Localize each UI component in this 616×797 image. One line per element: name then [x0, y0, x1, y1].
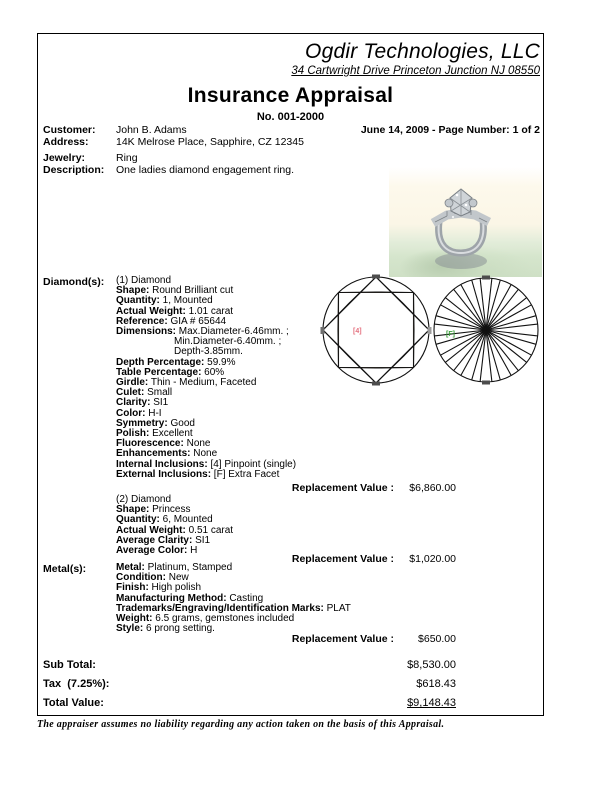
replacement-amount: $6,860.00	[409, 482, 456, 494]
spec-value: SI1	[192, 534, 211, 546]
customer-name: John B. Adams	[116, 124, 187, 136]
spec-value: PLAT	[323, 602, 351, 614]
external-inclusion-marker: [F]	[446, 331, 455, 338]
spec-line	[116, 470, 296, 480]
replacement-amount: $650.00	[418, 633, 456, 645]
spec-label: Shape:	[116, 285, 150, 297]
metal-specs	[116, 563, 351, 634]
spec-label: Finish:	[116, 582, 149, 594]
jewelry-description: One ladies diamond engagement ring.	[116, 164, 295, 176]
total-value-amount: $9,148.43	[407, 697, 456, 709]
pavilion-view-diagram	[434, 276, 538, 385]
spec-value: [4] Pinpoint (single)	[207, 458, 297, 470]
crown-view-diagram	[321, 275, 432, 386]
spec-line	[116, 546, 233, 556]
spec-value: Excellent	[149, 428, 193, 440]
tax-label: Tax (7.25%):	[43, 678, 110, 690]
diamond-plot-diagrams	[319, 274, 543, 386]
spec-label: Girdle:	[116, 377, 149, 389]
jewelry-row	[43, 152, 294, 164]
metals-section-label: Metal(s):	[43, 563, 87, 575]
spec-label: Average Color:	[116, 545, 188, 557]
spec-value: Depth-3.85mm.	[174, 346, 243, 358]
spec-value: High polish	[148, 582, 202, 594]
customer-address: 14K Melrose Place, Sapphire, CZ 12345	[116, 136, 304, 148]
spec-label: Color:	[116, 407, 146, 419]
spec-label: Reference:	[116, 315, 168, 327]
diamonds-section-label: Diamond(s):	[43, 276, 105, 288]
spec-label: Polish:	[116, 428, 150, 440]
pavilion-facet-lines	[434, 278, 537, 381]
company-address: 34 Cartwright Drive Princeton Junction NJ 08550	[291, 65, 540, 77]
document-border	[37, 33, 544, 716]
spec-value: 60%	[201, 366, 225, 378]
date-page-number: June 14, 2009 - Page Number: 1 of 2	[360, 124, 540, 136]
spec-value: Casting	[226, 592, 264, 604]
customer-block	[43, 124, 304, 148]
address-row	[43, 136, 304, 148]
spec-label: Average Clarity:	[116, 534, 193, 546]
spec-label: Actual Weight:	[116, 524, 186, 536]
replacement-value-row-metal	[292, 633, 456, 645]
spec-label: Symmetry:	[116, 417, 168, 429]
spec-value: H	[187, 545, 198, 557]
total-value-label: Total Value:	[43, 697, 104, 709]
replacement-label: Replacement Value :	[291, 633, 394, 645]
customer-label: Customer:	[43, 124, 96, 136]
spec-value: 6.5 grams, gemstones included	[152, 613, 295, 625]
spec-value: 59.9%	[204, 356, 236, 368]
spec-label: Style:	[116, 623, 144, 635]
spec-label: Trademarks/Engraving/Identification Marks:	[116, 602, 324, 614]
spec-value: (1) Diamond	[116, 275, 172, 286]
spec-label: Dimensions:	[116, 326, 177, 338]
spec-value: Princess	[149, 504, 191, 516]
jewelry-type: Ring	[116, 152, 138, 164]
replacement-label: Replacement Value :	[291, 553, 394, 565]
spec-value: Good	[167, 417, 195, 429]
spec-label: Actual Weight:	[116, 305, 186, 317]
spec-label: Fluorescence:	[116, 438, 184, 450]
spec-value: Small	[144, 387, 173, 399]
disclaimer: The appraiser assumes no liability regarding any action taken on the basis of this Appraisal.	[37, 719, 445, 730]
spec-label: Manufacturing Method:	[116, 592, 227, 604]
spec-value: (2) Diamond	[116, 494, 172, 505]
spec-value: Platinum, Stamped	[144, 562, 233, 573]
jewelry-block	[43, 152, 294, 176]
spec-value: None	[190, 448, 218, 460]
spec-label: Clarity:	[116, 397, 151, 409]
spec-value: 1, Mounted	[159, 295, 213, 307]
spec-label: Weight:	[116, 613, 153, 625]
subtotal-value: $8,530.00	[407, 659, 456, 671]
description-row	[43, 164, 294, 176]
spec-label: Table Percentage:	[116, 366, 202, 378]
spec-label: Quantity:	[116, 295, 160, 307]
spec-label: Metal:	[116, 562, 145, 573]
spec-label: Enhancements:	[116, 448, 191, 460]
spec-value: Round Brilliant cut	[149, 285, 234, 297]
description-label: Description:	[43, 164, 105, 176]
tax-value: $618.43	[416, 678, 456, 690]
spec-value: GIA # 65644	[167, 315, 227, 327]
spec-value: None	[183, 438, 211, 450]
spec-label: Quantity:	[116, 514, 160, 526]
company-name: Ogdir Technologies, LLC	[305, 40, 540, 63]
spec-value: 6, Mounted	[159, 514, 213, 526]
spec-value: H-I	[145, 407, 162, 419]
ring-photo	[389, 167, 542, 277]
spec-label: Condition:	[116, 572, 166, 584]
spec-value: Thin - Medium, Faceted	[148, 377, 257, 389]
spec-label: Depth Percentage:	[116, 356, 205, 368]
spec-label: Culet:	[116, 387, 145, 399]
spec-value: [F] Extra Facet	[211, 468, 280, 480]
spec-value: 6 prong setting.	[143, 623, 215, 635]
internal-inclusion-marker: [4]	[353, 328, 362, 335]
spec-value: SI1	[150, 397, 169, 409]
replacement-value-row-diamond1	[292, 482, 456, 494]
replacement-amount: $1,020.00	[409, 553, 456, 565]
document-number: No. 001-2000	[256, 111, 325, 123]
spec-value: 0.51 carat	[185, 524, 234, 536]
customer-row	[43, 124, 304, 136]
diamond-1-specs	[116, 276, 296, 480]
spec-label: Internal Inclusions:	[116, 458, 208, 470]
spec-label: External Inclusions:	[116, 468, 212, 480]
spec-label: Shape:	[116, 504, 150, 516]
address-label: Address:	[43, 136, 89, 148]
ring-illustration	[389, 167, 542, 277]
spec-value: New	[165, 572, 189, 584]
subtotal-label: Sub Total:	[43, 659, 96, 671]
document-title: Insurance Appraisal	[187, 84, 394, 107]
spec-value: Max.Diameter-6.46mm. ;	[176, 326, 289, 338]
spec-value: 1.01 carat	[185, 305, 234, 317]
spec-value: Min.Diameter-6.40mm. ;	[174, 336, 282, 348]
jewelry-label: Jewelry:	[43, 152, 86, 164]
replacement-label: Replacement Value :	[291, 482, 394, 494]
diamond-2-specs	[116, 495, 233, 556]
